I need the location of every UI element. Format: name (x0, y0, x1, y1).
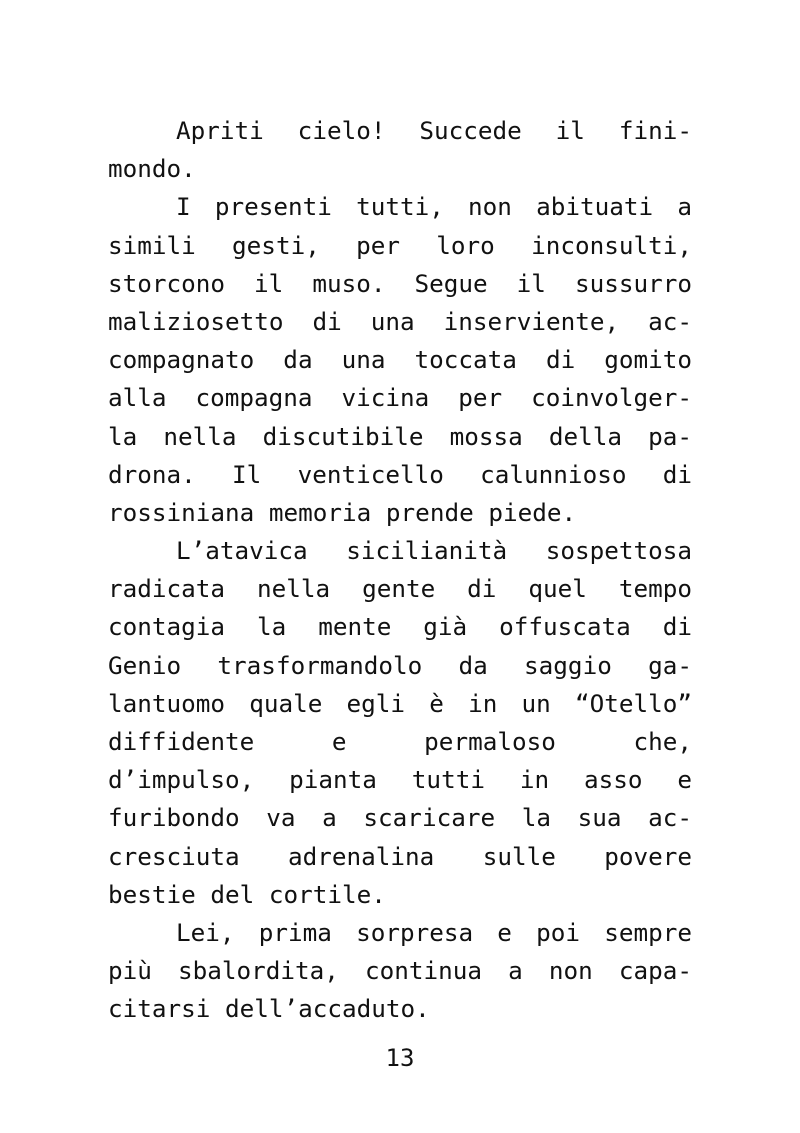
text-line: furibondo va a scaricare la sua ac- (108, 803, 692, 833)
text-line: mondo. (108, 154, 196, 184)
text-line: Genio trasformandolo da saggio ga- (108, 650, 692, 680)
text-line: simili gesti, per loro inconsulti, (108, 230, 692, 260)
text-line: cresciuta adrenalina sulle povere (108, 841, 692, 871)
text-line: storcono il muso. Segue il sussurro (108, 268, 692, 298)
text-line: I presenti tutti, non abituati a (176, 192, 692, 222)
text-line: Lei, prima sorpresa e poi sempre (176, 917, 692, 947)
text-line: bestie del cortile. (108, 879, 386, 909)
text-line: Apriti cielo! Succede il fini- (176, 116, 692, 145)
text-line: L’atavica sicilianità sospettosa (176, 536, 692, 566)
text-line: più sbalordita, continua a non capa- (108, 956, 692, 986)
paragraph (108, 112, 692, 188)
body-text (108, 112, 692, 1029)
paragraph (108, 188, 692, 532)
text-line: maliziosetto di una inserviente, ac- (108, 306, 692, 336)
text-line: alla compagna vicina per coinvolger- (108, 383, 692, 413)
text-line: d’impulso, pianta tutti in asso e (108, 765, 692, 795)
text-line: contagia la mente già offuscata di (108, 612, 692, 642)
paragraph (108, 914, 692, 1029)
text-line: radicata nella gente di quel tempo (108, 574, 692, 604)
text-line: compagnato da una toccata di gomito (108, 345, 692, 375)
text-line: rossiniana memoria prende piede. (108, 497, 577, 527)
text-line: drona. Il venticello calunnioso di (108, 459, 692, 489)
text-line: lantuomo quale egli è in un “Otello” (108, 688, 692, 718)
page-number: 13 (385, 1044, 415, 1072)
text-line: citarsi dell’accaduto. (108, 994, 430, 1024)
text-line: diffidente e permaloso che, (108, 727, 692, 756)
paragraph (108, 532, 692, 914)
text-line: la nella discutibile mossa della pa- (108, 421, 692, 451)
